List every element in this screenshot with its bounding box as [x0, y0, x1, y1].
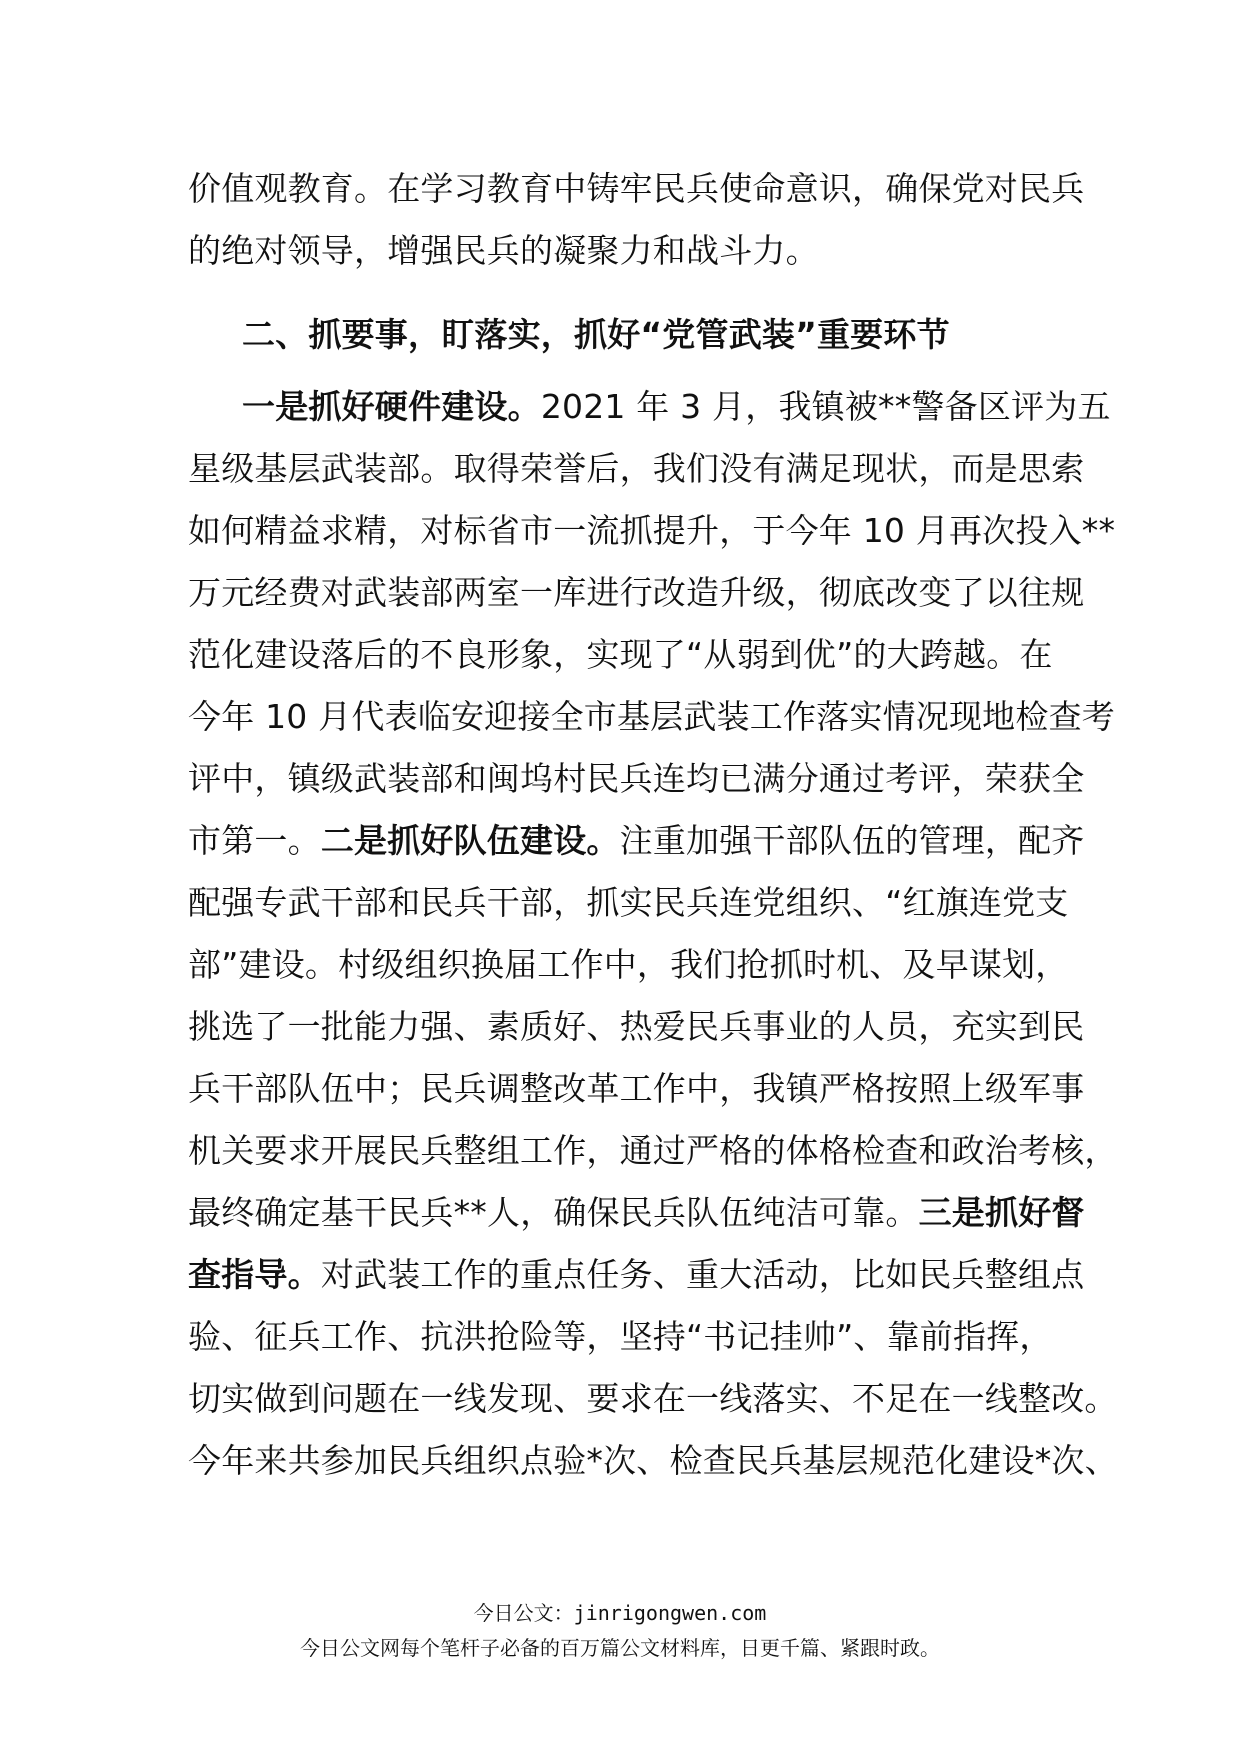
bold-lead: 二是抓好队伍建设。 [320, 821, 620, 860]
paragraph-line: 星级基层武装部。取得荣誉后，我们没有满足现状，而是思索 [188, 449, 1085, 488]
paragraph-line: 最终确定基干民兵**人，确保民兵队伍纯洁可靠。三是抓好督 [188, 1193, 1085, 1232]
paragraph-line: 万元经费对武装部两室一库进行改造升级，彻底改变了以往规 [188, 573, 1085, 612]
paragraph-line: 一是抓好硬件建设。2021 年 3 月，我镇被**警备区评为五 [242, 387, 1111, 426]
paragraph-line: 价值观教育。在学习教育中铸牢民兵使命意识，确保党对民兵 [188, 169, 1085, 208]
paragraph-line: 机关要求开展民兵整组工作，通过严格的体格检查和政治考核， [188, 1131, 1118, 1170]
footer-slogan: 今日公文网每个笔杆子必备的百万篇公文材料库，日更千篇、紧跟时政。 [300, 1636, 940, 1660]
bold-lead: 查指导。 [188, 1255, 321, 1294]
section-heading: 二、抓要事，盯落实，抓好“党管武装”重要环节 [242, 315, 950, 354]
paragraph-line: 如何精益求精，对标省市一流抓提升，于今年 10 月再次投入** [188, 511, 1116, 550]
paragraph-line: 兵干部队伍中；民兵调整改革工作中，我镇严格按照上级军事 [188, 1069, 1085, 1108]
paragraph-line: 的绝对领导，增强民兵的凝聚力和战斗力。 [188, 231, 819, 270]
paragraph-line: 切实做到问题在一线发现、要求在一线落实、不足在一线整改。 [188, 1379, 1118, 1418]
bold-lead: 三是抓好督 [918, 1193, 1085, 1232]
paragraph-line: 配强专武干部和民兵干部，抓实民兵连党组织、“红旗连党支 [188, 883, 1069, 922]
paragraph-line: 今年 10 月代表临安迎接全市基层武装工作落实情况现地检查考 [188, 697, 1115, 736]
footer-source [0, 1597, 1240, 1626]
footer-label: 今日公文： [473, 1601, 574, 1625]
paragraph-line: 验、征兵工作、抗洪抢险等，坚持“书记挂帅”、靠前指挥， [188, 1317, 1053, 1356]
bold-lead: 一是抓好硬件建设。 [242, 387, 541, 426]
body-text [188, 158, 1118, 1492]
paragraph-line: 范化建设落后的不良形象，实现了“从弱到优”的大跨越。在 [188, 635, 1053, 674]
footer-url-link[interactable]: jinrigongwen.com [573, 1601, 767, 1625]
paragraph-line: 市第一。二是抓好队伍建设。注重加强干部队伍的管理，配齐 [188, 821, 1085, 860]
paragraph-line: 挑选了一批能力强、素质好、热爱民兵事业的人员，充实到民 [188, 1007, 1085, 1046]
paragraph-line: 评中，镇级武装部和闽坞村民兵连均已满分通过考评，荣获全 [188, 759, 1085, 798]
paragraph-line: 今年来共参加民兵组织点验*次、检查民兵基层规范化建设*次、 [188, 1441, 1118, 1480]
paragraph-line: 部”建设。村级组织换届工作中，我们抢抓时机、及早谋划， [188, 945, 1069, 984]
paragraph-line: 查指导。对武装工作的重点任务、重大活动，比如民兵整组点 [188, 1255, 1085, 1294]
